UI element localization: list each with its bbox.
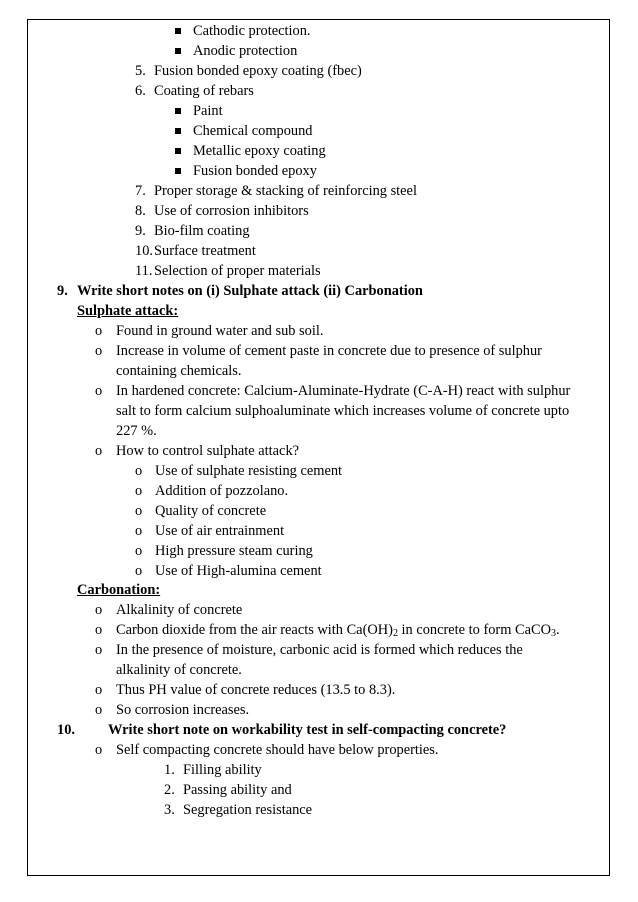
list-item: 8. Use of corrosion inhibitors [135,203,309,219]
list-item: o Use of sulphate resisting cement [135,463,343,479]
list-item: 6. Coating of rebars [135,83,254,99]
square-bullet-icon [175,48,181,54]
list-item: o In hardened concrete: Calcium-Aluminate-Hydrate (C-A-H) react with sulphur [95,383,571,399]
list-item: Chemical compound [175,121,313,141]
section-heading: Sulphate attack: [77,303,179,319]
list-item: o Thus PH value of concrete reduces (13.5 to 8.3). [95,682,396,698]
list-item: Paint [175,101,223,121]
list-item: o Increase in volume of cement paste in concrete due to presence of sulphur [95,343,542,359]
list-item-continuation: salt to form calcium sulphoaluminate which increases volume of concrete upto [116,403,570,419]
square-bullet-icon [175,168,181,174]
list-item: 1. Filling ability [164,762,262,778]
square-bullet-icon [175,28,181,34]
question-heading: 9. Write short notes on (i) Sulphate attack (ii) Carbonation [57,283,423,299]
list-item: o Addition of pozzolano. [135,483,289,499]
list-item-continuation: 227 %. [116,423,157,439]
list-item: o Found in ground water and sub soil. [95,323,324,339]
list-item: o Carbon dioxide from the air reacts with $Ca(OH)_2$ in concrete to form CaCO$_3$. [95,622,560,639]
list-item: 7. Proper storage & stacking of reinforcing steel [135,183,417,199]
list-item: 5. Fusion bonded epoxy coating (fbec) [135,63,362,79]
section-heading: Carbonation: [77,582,161,598]
square-bullet-icon [175,108,181,114]
list-item: 9. Bio-film coating [135,223,250,239]
list-item: 2. Passing ability and [164,782,292,798]
list-item: o Self compacting concrete should have below properties. [95,742,439,758]
list-item: Cathodic protection. [175,21,311,41]
list-item: o How to control sulphate attack? [95,443,300,459]
list-item: Fusion bonded epoxy [175,161,317,181]
list-item: 3. Segregation resistance [164,802,313,818]
list-item: o Quality of concrete [135,503,267,519]
square-bullet-icon [175,128,181,134]
list-item: Metallic epoxy coating [175,141,326,161]
list-item: o Use of air entrainment [135,523,285,539]
question-heading: 10. Write short note on workability test in self-compacting concrete? [57,722,507,738]
list-item: o In the presence of moisture, carbonic acid is formed which reduces the [95,642,523,658]
list-item: o So corrosion increases. [95,702,250,718]
list-item: Anodic protection [175,41,297,61]
list-item-continuation: containing chemicals. [116,363,242,379]
list-item: o High pressure steam curing [135,543,313,559]
list-item: 11. Selection of proper materials [135,263,321,279]
square-bullet-icon [175,148,181,154]
list-item: o Alkalinity of concrete [95,602,243,618]
list-item-continuation: alkalinity of concrete. [116,662,242,678]
list-item: 10. Surface treatment [135,243,256,259]
list-item: o Use of High-alumina cement [135,563,322,579]
